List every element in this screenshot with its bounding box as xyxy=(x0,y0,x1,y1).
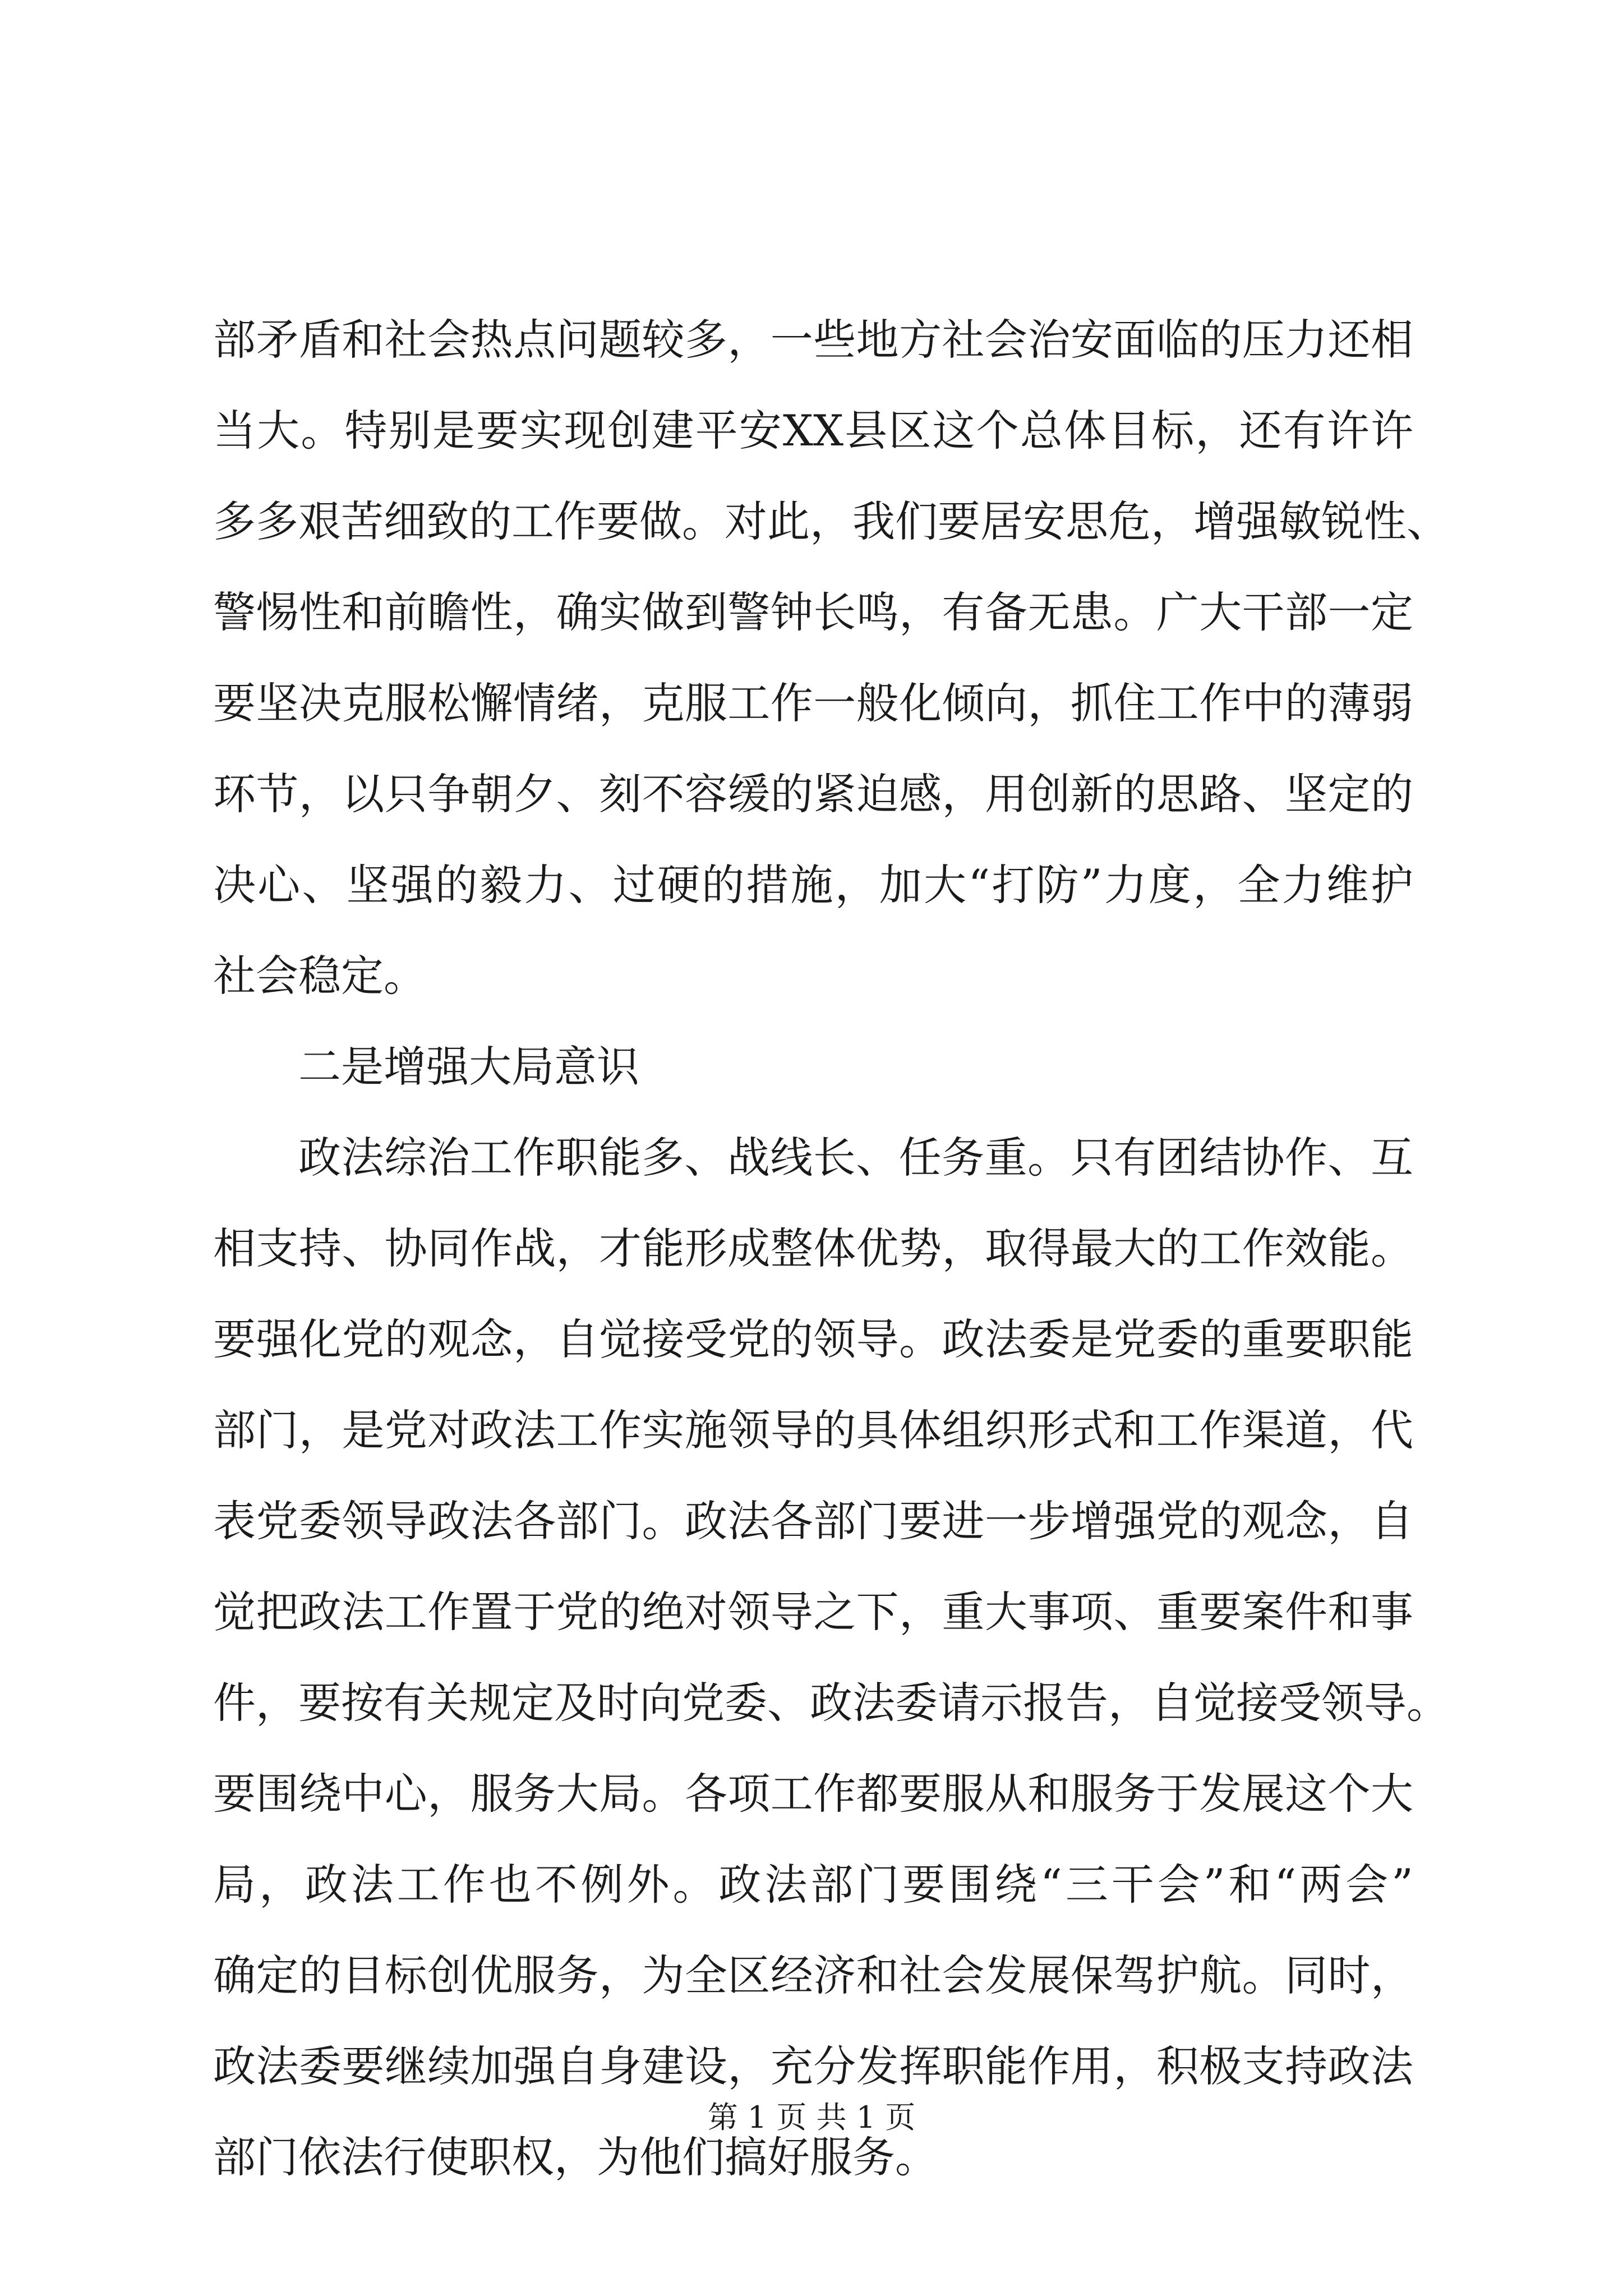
body-line: 要坚决克服松懈情绪，克服工作一般化倾向，抓住工作中的薄弱 xyxy=(213,678,1413,728)
body-line: 警惕性和前瞻性，确实做到警钟长鸣，有备无患。广大干部一定 xyxy=(213,587,1413,637)
paragraph-first-line: 政法综治工作职能多、战线长、任务重。只有团结协作、互 xyxy=(298,1133,1413,1182)
section-heading: 二是增强大局意识 xyxy=(298,1042,639,1092)
page-number-footer: 第 1 页 共 1 页 xyxy=(707,2100,916,2135)
body-line: 政法委要继续加强自身建设，充分发挥职能作用，积极支持政法 xyxy=(213,2041,1413,2091)
body-line: 要围绕中心，服务大局。各项工作都要服从和服务于发展这个大 xyxy=(213,1769,1413,1819)
body-line: 局，政法工作也不例外。政法部门要围绕“三干会”和“两会” xyxy=(213,1860,1413,1910)
document-body xyxy=(213,295,1449,2203)
body-line: 决心、坚强的毅力、过硬的措施，加大“打防”力度，全力维护 xyxy=(213,860,1413,910)
body-line: 社会稳定。 xyxy=(213,951,426,1001)
body-line: 当大。特别是要实现创建平安XX县区这个总体目标，还有许许 xyxy=(213,406,1413,455)
body-line: 表党委领导政法各部门。政法各部门要进一步增强党的观念，自 xyxy=(213,1496,1413,1546)
body-line: 部矛盾和社会热点问题较多，一些地方社会治安面临的压力还相 xyxy=(213,315,1413,365)
body-line: 部门，是党对政法工作实施领导的具体组织形式和工作渠道，代 xyxy=(213,1405,1413,1455)
body-line: 环节，以只争朝夕、刻不容缓的紧迫感，用创新的思路、坚定的 xyxy=(213,769,1413,819)
body-line: 觉把政法工作置于党的绝对领导之下，重大事项、重要案件和事 xyxy=(213,1587,1413,1637)
body-line: 部门依法行使职权，为他们搞好服务。 xyxy=(213,2132,938,2182)
body-line: 多多艰苦细致的工作要做。对此，我们要居安思危，增强敏锐性、 xyxy=(213,496,1449,546)
body-line: 件，要按有关规定及时向党委、政法委请示报告，自觉接受领导。 xyxy=(213,1678,1449,1728)
body-line: 相支持、协同作战，才能形成整体优势，取得最大的工作效能。 xyxy=(213,1223,1413,1273)
body-line: 确定的目标创优服务，为全区经济和社会发展保驾护航。同时， xyxy=(213,1950,1413,2000)
body-line: 要强化党的观念，自觉接受党的领导。政法委是党委的重要职能 xyxy=(213,1314,1413,1364)
